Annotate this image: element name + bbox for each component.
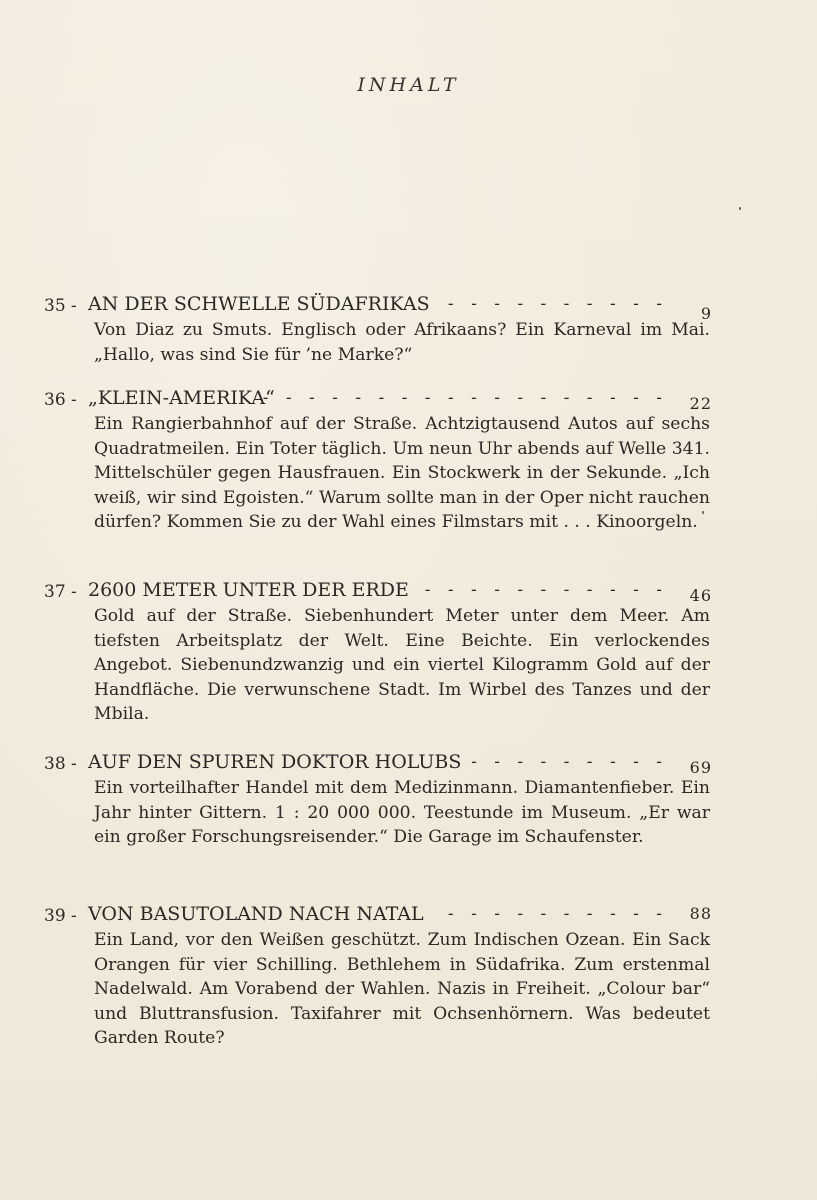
paper-speck (702, 511, 704, 514)
chapter-title: AN DER SCHWELLE SÜDAFRIKAS (88, 293, 430, 315)
page-number: 22 (689, 394, 712, 413)
paper-speck (739, 207, 741, 210)
toc-entry (44, 748, 724, 850)
page-number: 9 (700, 304, 712, 323)
toc-entry-header (44, 748, 724, 776)
chapter-summary: Von Diaz zu Smuts. Englisch oder Afrikaans? Ein Karneval im Mai. „Hallo, was sind Sie für ’ne Marke?“ (94, 320, 710, 365)
toc-entry-header (44, 576, 724, 604)
page-number: 46 (689, 586, 712, 605)
page-number: 69 (689, 758, 712, 777)
toc-entry (44, 384, 724, 535)
chapter-title: 2600 METER UNTER DER ERDE (88, 579, 409, 601)
chapter-number: 37 - (44, 582, 77, 602)
chapter-number: 36 - (44, 390, 77, 410)
chapter-number: 38 - (44, 754, 77, 774)
chapter-title: „KLEIN-AMERIKA“ (88, 387, 275, 409)
toc-entry (44, 576, 724, 727)
chapter-summary: Ein Rangierbahnhof auf der Straße. Achtzigtausend Autos auf sechs Quadratmeilen. Ein Toter täglich. Um neun Uhr abends auf Welle 341. Mittelschüler gegen Hausfrauen. Ein Stockwerk in der Sekunde. „Ich weiß, wir sind Egoisten.“ Warum sollte man in der Oper nicht rauchen dürfen? Kommen Sie zu der Wahl eines Filmstars mit . . . Kinoorgeln. (94, 414, 710, 532)
page-number: 88 (689, 904, 712, 923)
leader-dashes: - - - - - - - - - - (447, 904, 668, 924)
page-heading: INHALT (357, 74, 460, 96)
leader-dashes: - - - - - - - - - - - (424, 580, 668, 600)
chapter-number: 35 - (44, 296, 77, 316)
leader-dashes: - - - - - - - - - - (447, 294, 668, 314)
chapter-summary: Ein Land, vor den Weißen geschützt. Zum Indischen Ozean. Ein Sack Orangen für vier Schilling. Bethlehem in Südafrika. Zum erstenmal Nadelwald. Am Vorabend der Wahlen. Nazis in Freiheit. „Colour bar“ und Bluttransfusion. Taxifahrer mit Ochsenhörnern. Was bedeutet Garden Route? (94, 930, 710, 1048)
toc-entry-header (44, 900, 724, 928)
chapter-title: AUF DEN SPUREN DOKTOR HOLUBS (88, 751, 462, 773)
chapter-title: VON BASUTOLAND NACH NATAL (88, 903, 424, 925)
leader-dashes: - - - - - - - - - (471, 752, 668, 772)
toc-entry (44, 900, 724, 1051)
toc-entry (44, 290, 724, 367)
leader-dashes: - - - - - - - - - - - - - - - - - - (262, 388, 668, 408)
chapter-summary: Gold auf der Straße. Siebenhundert Meter unter dem Meer. Am tiefsten Arbeitsplatz der Welt. Eine Beichte. Ein verlockendes Angebot. Siebenundzwanzig und ein viertel Kilogramm Gold auf der Handfläche. Die verwunschene Stadt. Im Wirbel des Tanzes und der Mbila. (94, 606, 710, 724)
chapter-number: 39 - (44, 906, 77, 926)
toc-entry-header (44, 384, 724, 412)
chapter-summary: Ein vorteilhafter Handel mit dem Medizinmann. Diamantenfieber. Ein Jahr hinter Gittern. 1 : 20 000 000. Teestunde im Museum. „Er war ein großer Forschungsreisender.“ Die Garage im Schaufenster. (94, 778, 710, 847)
toc-entry-header (44, 290, 724, 323)
